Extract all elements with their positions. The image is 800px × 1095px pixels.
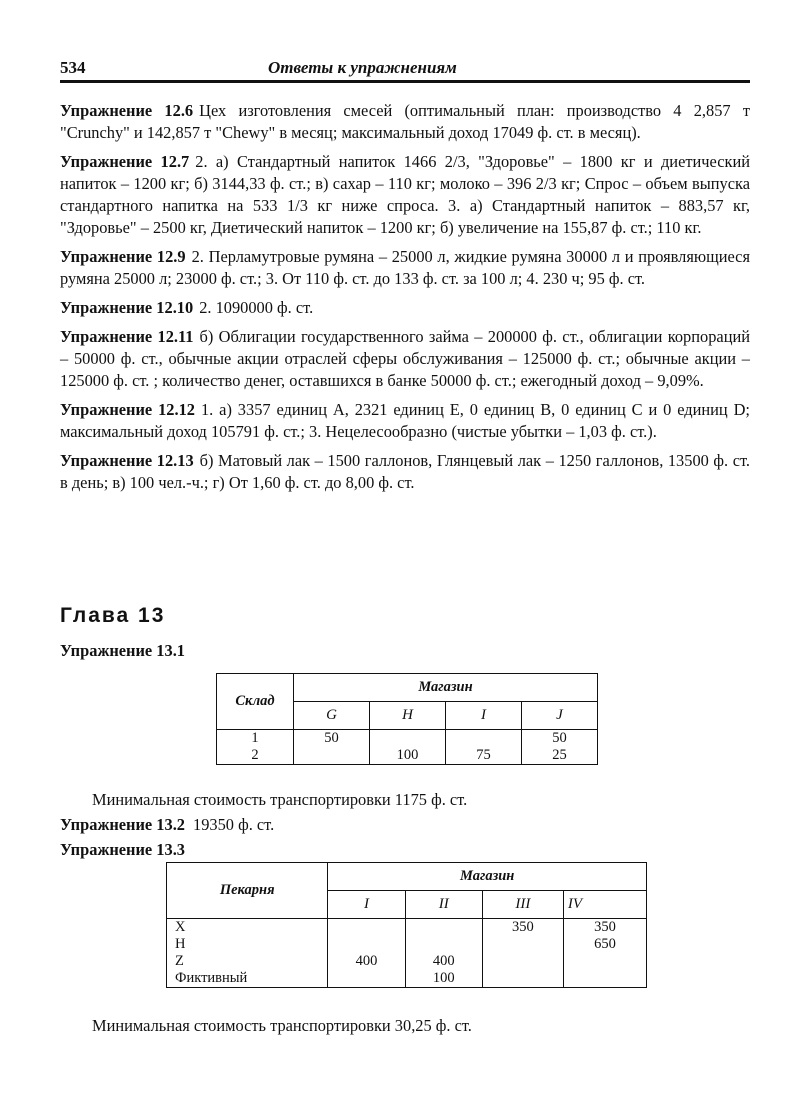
table-value: 100 bbox=[432, 970, 455, 986]
running-head bbox=[60, 56, 750, 80]
row-label: 2 bbox=[251, 747, 259, 763]
table-value bbox=[328, 936, 404, 953]
table-value bbox=[328, 970, 404, 987]
table-value bbox=[483, 936, 563, 953]
exercise-text: 2. Перламутровые румяна – 25000 л, жидкие румяна 30000 л и проявляющиеся румяна 25000 л; 23000 ф. ст.; 3. От 110 ф. ст. до 133 ф. ст. за 100 л; 4. 230 ч; 95 ф. ст. bbox=[60, 247, 750, 288]
table-13-1 bbox=[216, 673, 598, 765]
exercise-label: Упражнение 12.13 bbox=[60, 451, 194, 470]
row-label: Фиктивный bbox=[175, 970, 248, 986]
table-body bbox=[217, 730, 598, 765]
table-value: 50 bbox=[552, 730, 567, 746]
table-value: 650 bbox=[594, 936, 616, 952]
running-title: Ответы к упражнениям bbox=[268, 58, 457, 77]
table-value: 400 bbox=[432, 953, 455, 969]
answer-12-10 bbox=[60, 297, 750, 319]
exercise-answers bbox=[60, 100, 750, 501]
table-value bbox=[446, 730, 521, 747]
column-i-cell bbox=[328, 919, 405, 988]
exercise-label: Упражнение 12.7 bbox=[60, 152, 190, 171]
table-value: 25 bbox=[552, 747, 567, 763]
answer-12-7 bbox=[60, 151, 750, 239]
column-header: III bbox=[482, 891, 563, 919]
row-label: 1 bbox=[251, 730, 259, 746]
column-j-cell bbox=[522, 730, 598, 765]
column-header: H bbox=[370, 702, 446, 730]
table-value bbox=[294, 747, 369, 764]
chapter-title: Глава 13 bbox=[60, 604, 166, 627]
answer-12-9 bbox=[60, 246, 750, 290]
column-header: I bbox=[446, 702, 522, 730]
table-value: 400 bbox=[355, 953, 378, 969]
exercise-text: Цех изготовления смесей (оптимальный план: производство 4 2,857 т "Crunchy" и 142,857 т "Chewy" в месяц; максимальный доход 17049 ф. ст. в месяц). bbox=[60, 101, 750, 142]
header-rule bbox=[60, 80, 750, 83]
exercise-label: Упражнение 13.2 bbox=[60, 815, 185, 834]
table-value: 75 bbox=[476, 747, 491, 763]
row-label: Z bbox=[175, 953, 184, 969]
column-h-cell bbox=[370, 730, 446, 765]
exercise-label: Упражнение 12.9 bbox=[60, 247, 186, 266]
result-13-1: Минимальная стоимость транспортировки 1175 ф. ст. bbox=[92, 790, 468, 809]
answer-13-2 bbox=[60, 815, 274, 835]
column-g-cell bbox=[294, 730, 370, 765]
exercise-text: б) Матовый лак – 1500 галлонов, Глянцевый лак – 1250 галлонов, 13500 ф. ст. в день; в) 100 чел.-ч.; г) От 1,60 ф. ст. до 8,00 ф. ст. bbox=[60, 451, 750, 492]
table-value: 100 bbox=[396, 747, 419, 763]
table-corner-header: Пекарня bbox=[167, 863, 328, 919]
exercise-13-3-label: Упражнение 13.3 bbox=[60, 840, 185, 859]
column-ii-cell bbox=[405, 919, 482, 988]
table-value bbox=[370, 730, 445, 747]
table-corner-header: Склад bbox=[217, 674, 294, 730]
column-iv-cell bbox=[563, 919, 646, 988]
table-group-header: Магазин bbox=[294, 674, 598, 702]
row-label: X bbox=[175, 919, 186, 935]
row-label: H bbox=[175, 936, 186, 952]
exercise-text: 2. а) Стандартный напиток 1466 2/3, "Здоровье" – 1800 кг и диетический напиток – 1200 кг; б) 3144,33 ф. ст.; в) сахар – 110 кг; молоко – 396 2/3 кг; Спрос – объем выпуска стандартного напитка на 533 1/3 кг ниже спроса. 3. а) Стандартный напиток – 883,57 кг, "Здоровье" – 2500 кг, Диетический напиток – 1200 кг; б) увеличение на 155,87 ф. ст.; 110 кг. bbox=[60, 152, 750, 237]
exercise-label: Упражнение 12.10 bbox=[60, 298, 194, 317]
table-13-3 bbox=[166, 862, 647, 988]
column-header: I bbox=[328, 891, 405, 919]
row-labels-cell bbox=[217, 730, 294, 765]
answer-12-12 bbox=[60, 399, 750, 443]
exercise-text: б) Облигации государственного займа – 200000 ф. ст., облигации корпораций – 50000 ф. ст., обычные акции отраслей сферы обслуживания – 125000 ф. ст.; обычные акции – 125000 ф. ст. ; количество денег, оставшихся в банке 50000 ф. ст.; ежегодный доход – 9,09%. bbox=[60, 327, 751, 390]
result-13-3: Минимальная стоимость транспортировки 30,25 ф. ст. bbox=[92, 1016, 472, 1035]
answer-12-13 bbox=[60, 450, 750, 494]
table-body bbox=[167, 919, 647, 988]
exercise-text: 1. а) 3357 единиц A, 2321 единиц E, 0 единиц B, 0 единиц C и 0 единиц D; максимальный доход 105791 ф. ст.; 3. Нецелесообразно (чистые убытки – 1,03 ф. ст.). bbox=[60, 400, 750, 441]
exercise-label: Упражнение 12.11 bbox=[60, 327, 194, 346]
table-group-header: Магазин bbox=[328, 863, 647, 891]
page-number: 534 bbox=[60, 58, 86, 77]
column-header: IV bbox=[563, 891, 646, 919]
exercise-label: Упражнение 12.6 bbox=[60, 101, 194, 120]
answer-12-6 bbox=[60, 100, 750, 144]
table-value bbox=[483, 970, 563, 987]
answer-12-11 bbox=[60, 326, 750, 392]
table-value bbox=[328, 919, 404, 936]
table-value bbox=[483, 953, 563, 970]
exercise-text: 19350 ф. ст. bbox=[193, 815, 275, 834]
column-header: J bbox=[522, 702, 598, 730]
column-header: II bbox=[405, 891, 482, 919]
column-header: G bbox=[294, 702, 370, 730]
table-value: 350 bbox=[594, 919, 616, 935]
table-value: 50 bbox=[324, 730, 339, 746]
table-value bbox=[406, 936, 482, 953]
exercise-label: Упражнение 12.12 bbox=[60, 400, 195, 419]
column-i-cell bbox=[446, 730, 522, 765]
exercise-13-1-label: Упражнение 13.1 bbox=[60, 641, 185, 660]
exercise-text: 2. 1090000 ф. ст. bbox=[199, 298, 314, 317]
table-value bbox=[564, 953, 646, 970]
table-value bbox=[564, 970, 646, 987]
row-labels-cell bbox=[167, 919, 328, 988]
table-value bbox=[406, 919, 482, 936]
table-value: 350 bbox=[512, 919, 534, 935]
column-iii-cell bbox=[482, 919, 563, 988]
